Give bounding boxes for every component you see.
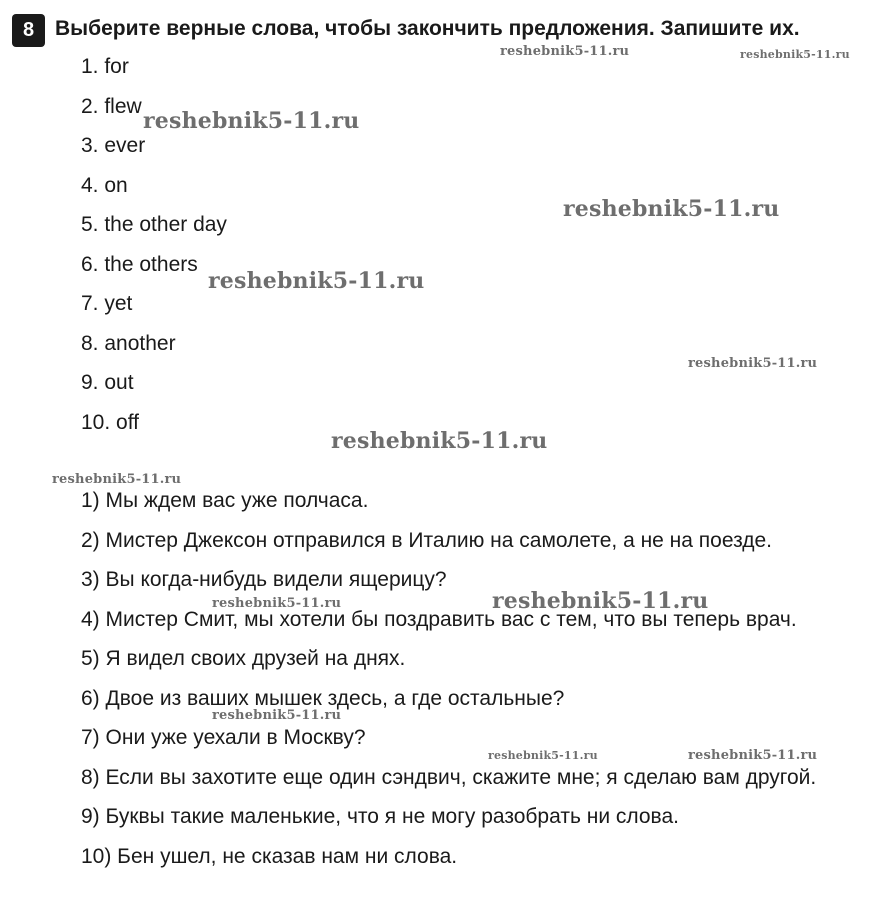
translation-item: 5) Я видел своих друзей на днях. [81,647,406,670]
answer-item: 1. for [81,55,129,78]
watermark: reshebnik5-11.ru [208,268,425,294]
translation-item: 10) Бен ушел, не сказав нам ни слова. [81,844,458,868]
answer-item: 5. the other day [81,213,227,236]
translation-item: 7) Они уже уехали в Москву? [81,726,366,749]
translation-item: 1) Мы ждем вас уже полчаса. [81,489,369,512]
translation-list [81,486,816,881]
answer-item: 6. the others [81,252,198,276]
answer-item: 8. another [81,331,176,355]
answer-item: 2. flew [81,94,142,118]
translation-item: 9) Буквы такие маленькие, что я не могу разобрать ни слова. [81,805,679,828]
watermark: reshebnik5-11.ru [143,108,360,134]
watermark: reshebnik5-11.ru [212,708,342,723]
translation-item: 2) Мистер Джексон отправился в Италию на самолете, а не на поезде. [81,528,773,552]
answer-item: 10. off [81,410,139,434]
answer-item: 9. out [81,371,134,394]
translation-item: 3) Вы когда-нибудь видели ящерицу? [81,568,447,591]
watermark: reshebnik5-11.ru [688,748,818,763]
translation-item: 8) Если вы захотите еще один сэндвич, скажите мне; я сделаю вам другой. [81,765,817,789]
watermark: reshebnik5-11.ru [688,356,818,371]
translation-item: 6) Двое из ваших мышек здесь, а где остальные? [81,686,565,710]
watermark: reshebnik5-11.ru [740,48,850,61]
answer-item: 4. on [81,173,128,197]
answer-item: 3. ever [81,134,146,157]
exercise-number-badge: 8 [12,14,45,47]
answer-item: 7. yet [81,292,133,315]
watermark: reshebnik5-11.ru [500,44,630,59]
translation-item: 4) Мистер Смит, мы хотели бы поздравить вас с тем, что вы теперь врач. [81,607,797,631]
watermark: reshebnik5-11.ru [331,428,548,454]
watermark: reshebnik5-11.ru [212,596,342,611]
watermark: reshebnik5-11.ru [563,196,780,222]
watermark: reshebnik5-11.ru [52,472,182,487]
watermark: reshebnik5-11.ru [492,588,709,614]
exercise-title: Выберите верные слова, чтобы закончить предложения. Запишите их. [55,17,800,40]
watermark: reshebnik5-11.ru [488,749,598,762]
